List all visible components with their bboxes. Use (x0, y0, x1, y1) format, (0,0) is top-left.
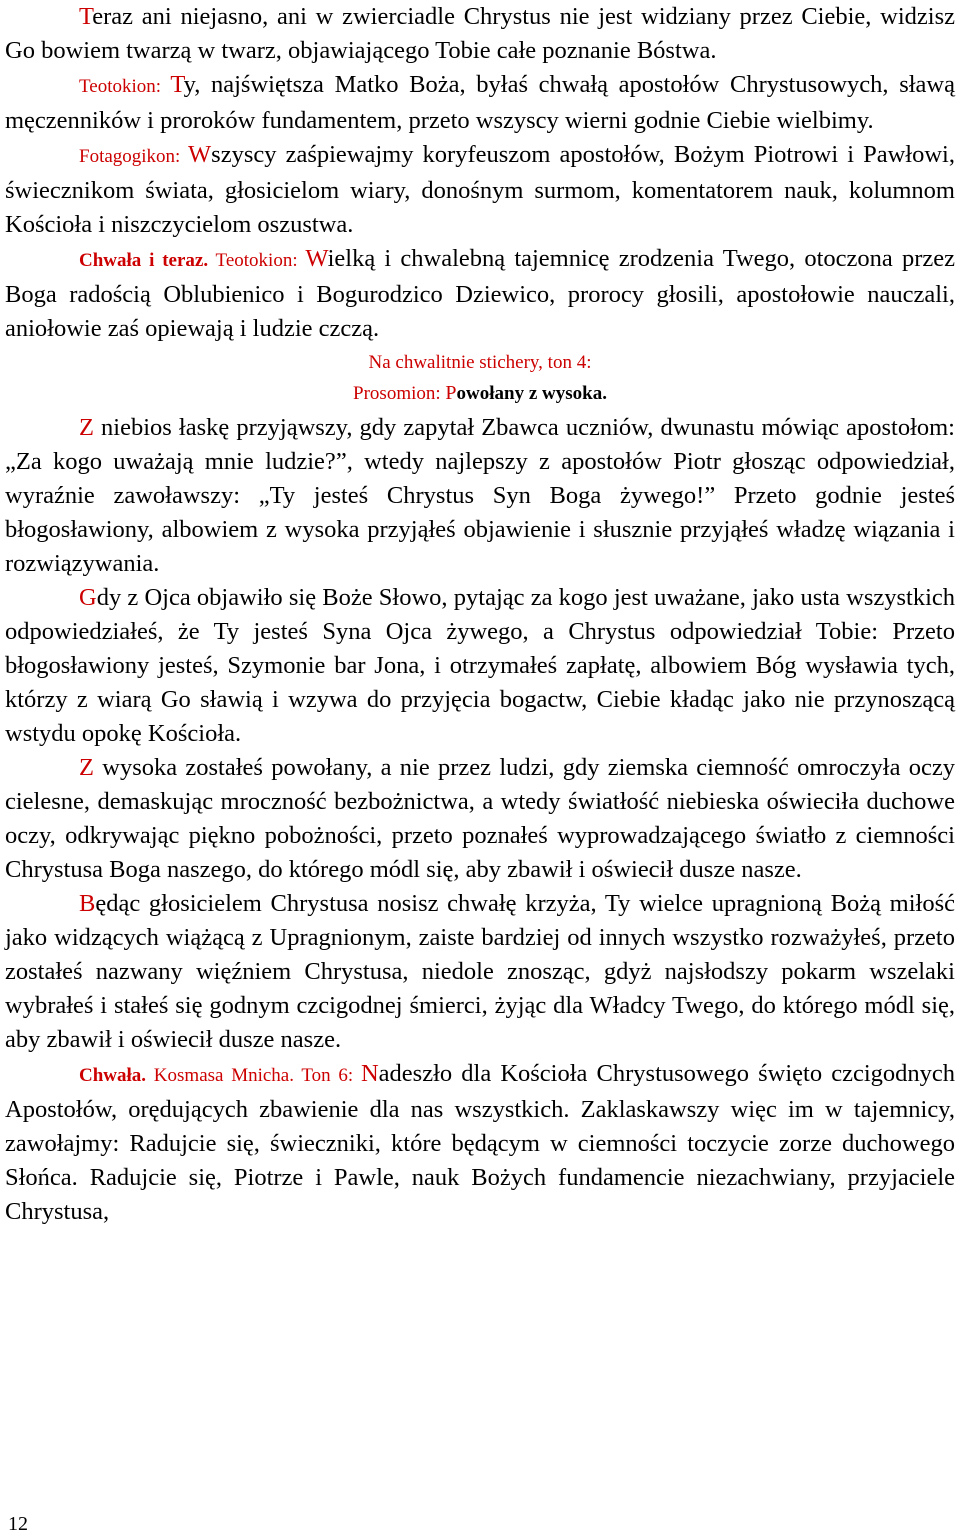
paragraph-text: wysoka zostałeś powołany, a nie przez ludzi, gdy ziemska ciemność omroczyła oczy cielesne, demaskując mroczność bezbożnictwa, a wtedy światłość niebieska oświeciła duchowe oczy, odkrywając piękno pobożności, przeto poznałeś wyprowadzającego światło z ciemności Chrystusa Boga naszego, do którego módl się, aby zbawił i oświecił dusze nasze. (5, 754, 955, 883)
rubric-label: Prosomion: (353, 383, 446, 404)
initial-letter: W (188, 141, 212, 168)
rubric-bold: Chwała i teraz. (79, 250, 209, 271)
sticheron-4 (5, 887, 955, 1057)
prosomion-title: owołany z wysoka. (456, 383, 607, 404)
rubric-label: Teotokion: (208, 250, 306, 271)
initial-letter: W (305, 245, 328, 272)
initial-letter: B (79, 890, 96, 917)
paragraph-text: , wtedy najlepszy z apostołów Piotr głosząc odpowiedział, wyraźnie zawoławszy: „Ty jesteś Chrystus Syn Boga żywego! (5, 448, 955, 509)
paragraph-text: y, najświętsza Matko Boża, byłaś chwałą apostołów Chrystusowych, sławą męczenników i proroków fundamentem, przeto wszyscy wierni godnie Ciebie wielbimy. (5, 71, 955, 134)
initial-letter: P (445, 382, 457, 404)
prosomion-heading (5, 378, 955, 409)
paragraph-text: dy z Ojca objawiło się Boże Słowo, pytając za kogo jest uważane, jako usta wszystkich odpowiedziałeś, że Ty jesteś Syna Ojca żywego, a Chrystus odpowiedział Tobie: Przeto błogosławiony jesteś, Szymonie bar Jona, i otrzymałeś zapłatę, albowiem Bóg wysławia tych, którzy z wiarą Go sławią i wzywa do przyjęcia bogactw, Ciebie kładąc jako nie przynoszącą wstydu opokę Kościoła. (5, 584, 955, 747)
page-number: 12 (8, 1513, 28, 1535)
paragraph-chwala (5, 1057, 955, 1229)
sticheron-2 (5, 581, 955, 751)
paragraph-text: ielką i chwalebną tajemnicę zrodzenia Twego, otoczona przez Boga radością Oblubienico i Bogurodzico Dziewico, prorocy głosili, apostołowie nauczali, aniołowie zaś opiewają i ludzie czczą. (5, 245, 955, 342)
paragraph-text: szyscy zaśpiewajmy koryfeuszom apostołów, Bożym Piotrowi i Pawłowi, świecznikom świata, głosicielom wiary, donośnym surmom, komentatorem nauk, kolumnom Kościoła i niszczycielom oszustwa. (5, 141, 955, 238)
initial-letter: Z (79, 414, 94, 441)
paragraph-text: Przeto godnie jesteś błogosławiony, albowiem z wysoka przyjąłeś objawienie i słusznie przyjąłeś władzę wiązania i rozwiązywania. (5, 482, 955, 577)
section-heading: Na chwalitnie stichery, ton 4: (368, 352, 592, 373)
paragraph-1 (5, 0, 955, 68)
initial-letter: Z (79, 754, 94, 781)
initial-letter: N (360, 1060, 379, 1087)
paragraph-text: niebios łaskę przyjąwszy, gdy zapytał Zbawca uczniów, dwunastu mówiąc apostołom: „Za kogo uważają mnie ludzie? (5, 414, 955, 475)
initial-letter: T (79, 3, 93, 30)
sticheron-3 (5, 751, 955, 887)
sticheron-1: Z niebios łaskę przyjąwszy, gdy zapytał Zbawca uczniów, dwunastu mówiąc apostołom: „Za kogo uważają mnie ludzie?”, wtedy najlepszy z apostołów Piotr głosząc odpowiedział, wyraźnie zawoławszy: „Ty jesteś Chrystus Syn Boga żywego!” Przeto godnie jesteś błogosławiony, albowiem z wysoka przyjąłeś objawienie i słusznie przyjąłeś władzę wiązania i rozwiązywania. (5, 414, 955, 577)
rubric-label: Fotagogikon: (79, 146, 189, 167)
rubric-label: Kosmasa Mnicha. (146, 1065, 294, 1086)
document-page (5, 0, 955, 1229)
paragraph-fotagogikon (5, 138, 955, 242)
rubric-label: Teotokion: (79, 76, 171, 97)
paragraph-teotokion-1 (5, 68, 955, 138)
initial-letter: G (79, 584, 97, 611)
paragraph-text: ędąc głosicielem Chrystusa nosisz chwałę krzyża, Ty wielce upragnioną Bożą miłość jako widzących wiążącą z Upragnionym, zaiste bardziej od innych wszystko rozważyłeś, przeto zostałeś nazwany więźniem Chrystusa, niedole znosząc, gdyż najsłodszy pokarm wszelaki wybrałeś i stałeś się godnym czcigodnej śmierci, żyjąc dla Władcy Twego, do którego módl się, aby zbawił i oświecił dusze nasze. (5, 890, 955, 1053)
paragraph-text: eraz ani niejasno, ani w zwierciadle Chrystus nie jest widziany przez Ciebie, widzisz Go bowiem twarzą w twarz, objawiającego Tobie całe poznanie Bóstwa. (5, 3, 955, 64)
rubric-tone: Ton 6: (294, 1065, 361, 1086)
paragraph-teotokion-2 (5, 242, 955, 346)
initial-letter: T (170, 71, 184, 98)
rubric-bold: Chwała. (79, 1065, 147, 1086)
paragraph-text: adeszło dla Kościoła Chrystusowego święto czcigodnych Apostołów, orędujących zbawienie dla nas wszystkich. Zaklaskawszy więc im w tajemnicy, zawołajmy: Radujcie się, świeczniki, które będącym w ciemności toczycie zorze duchowego Słońca. Radujcie się, Piotrze i Pawle, nauk Bożych fundamencie niezachwiany, przyjaciele Chrystusa, (5, 1060, 955, 1225)
